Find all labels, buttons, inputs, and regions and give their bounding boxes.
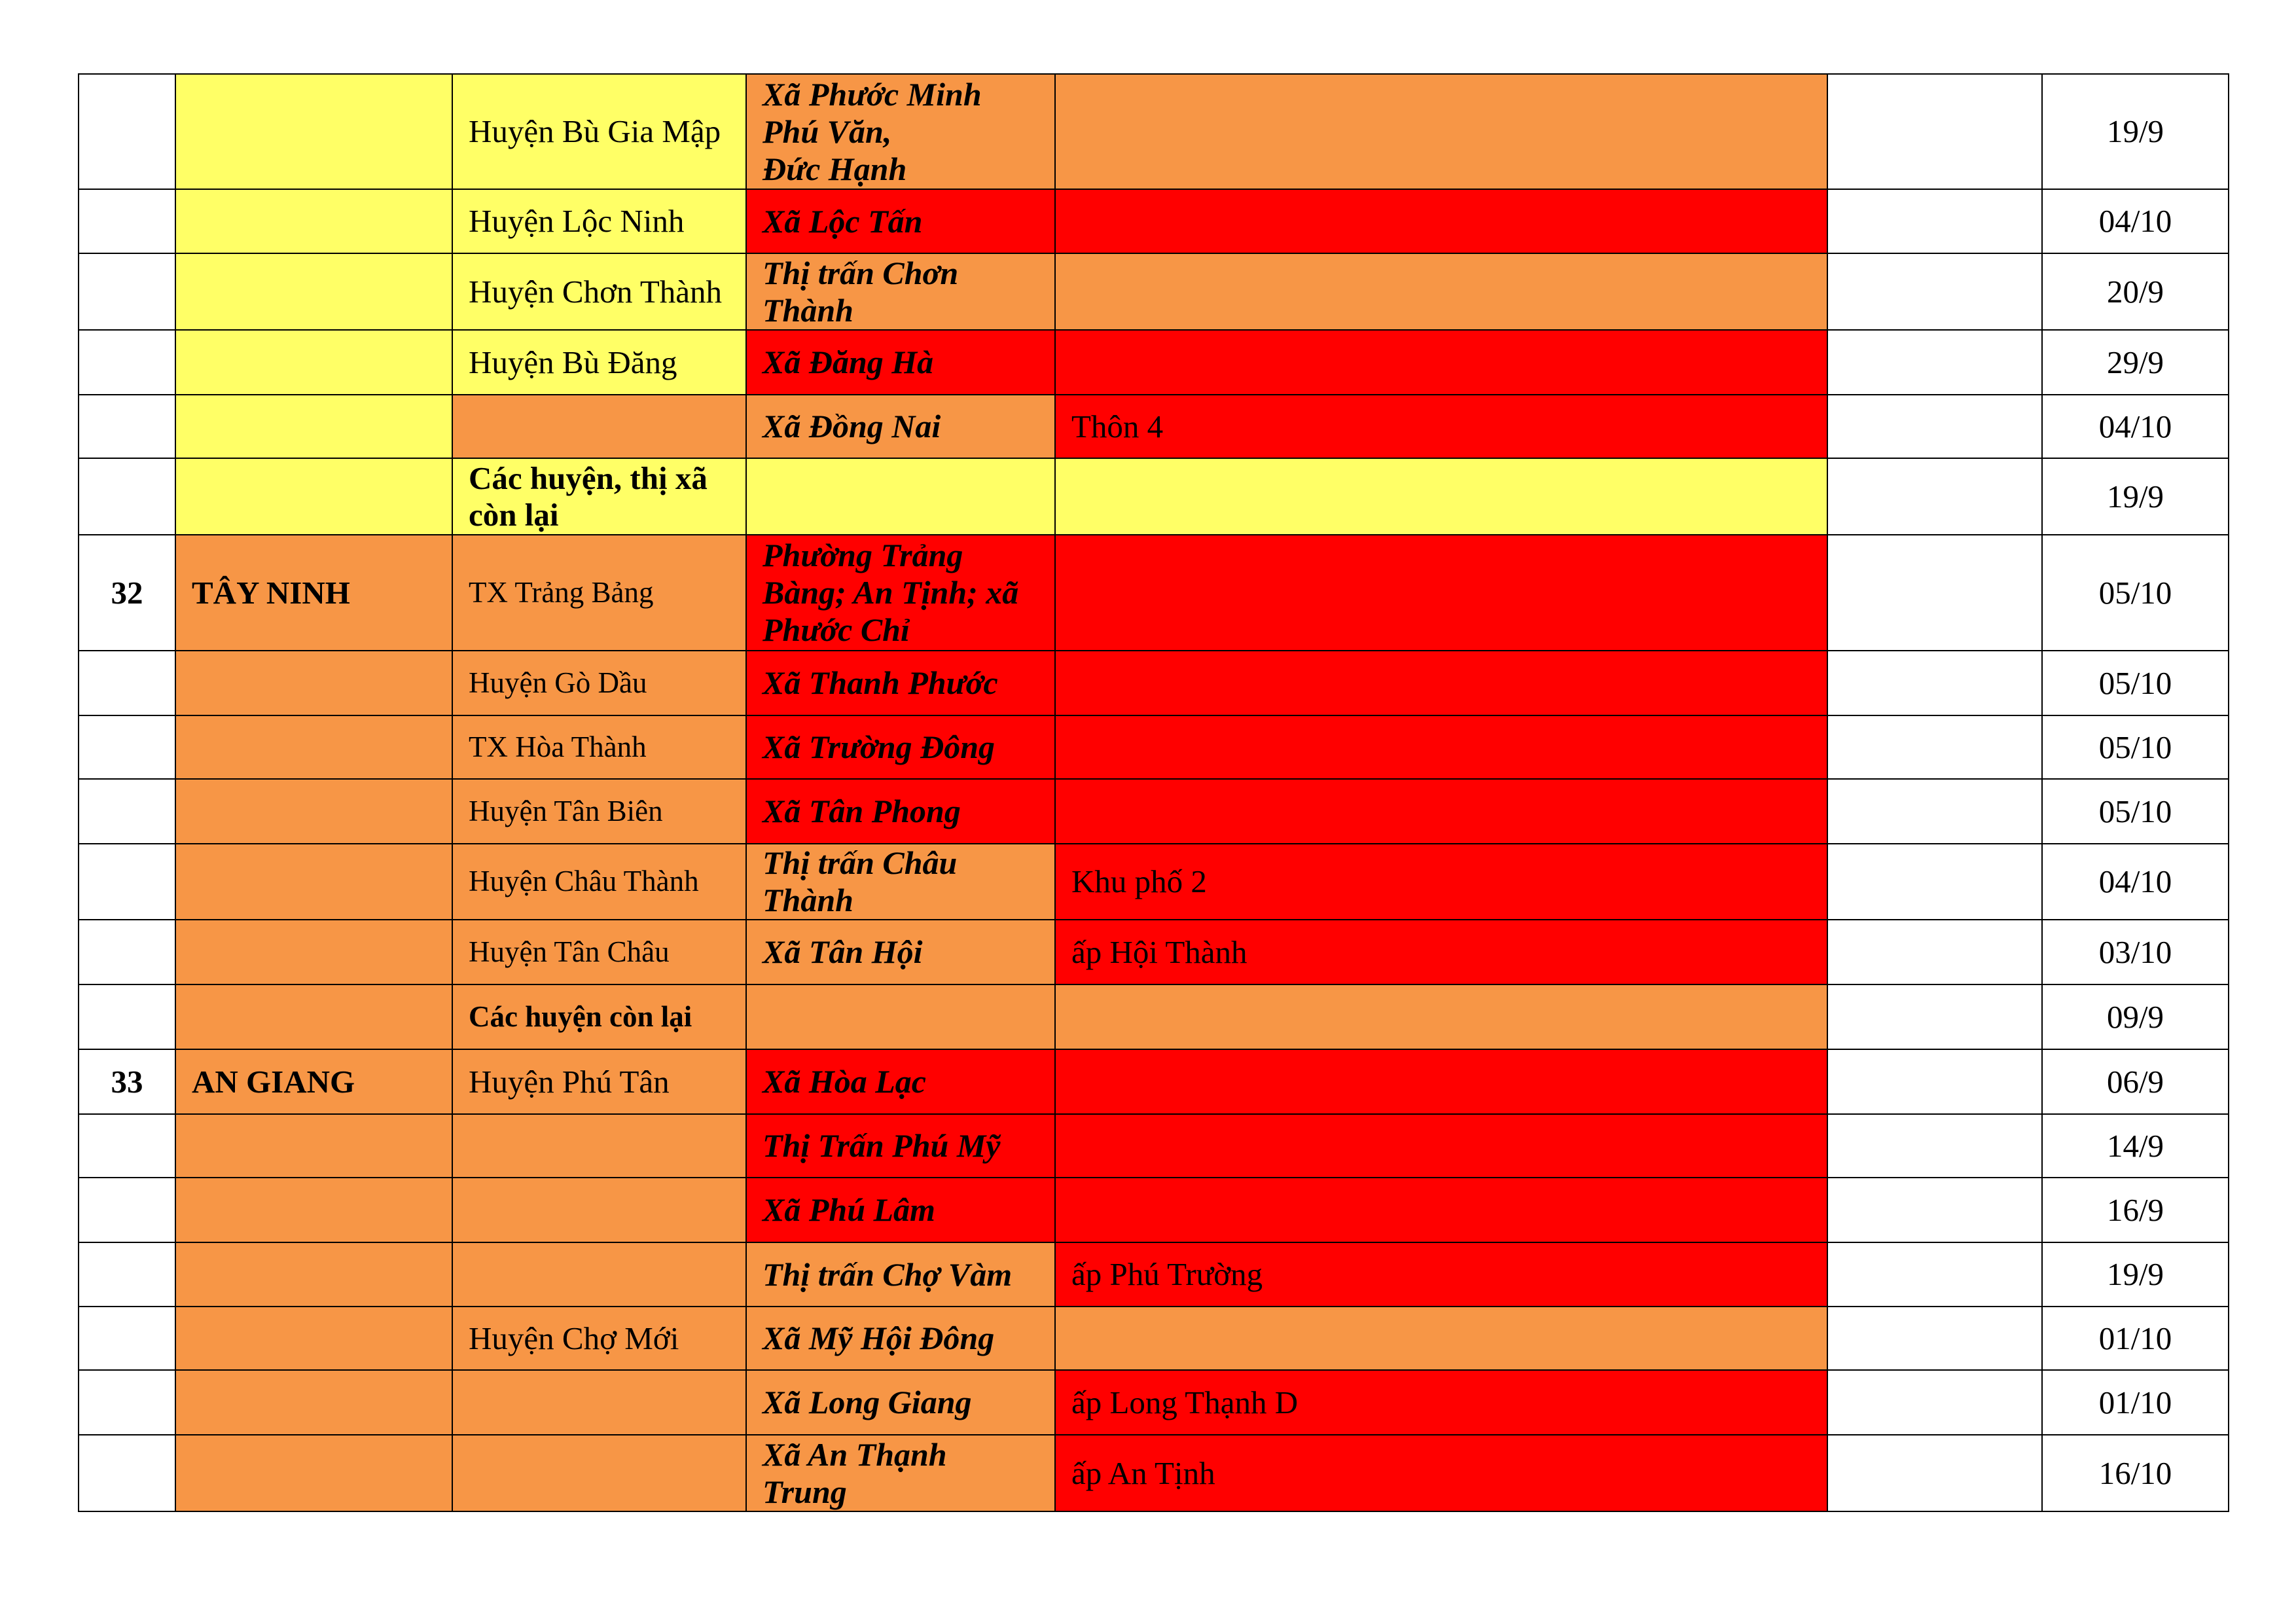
row-no-cell (79, 189, 175, 253)
date-cell: 04/10 (2042, 189, 2229, 253)
commune-cell: Xã Tân Phong (746, 779, 1055, 844)
table-row (79, 458, 2229, 535)
area-cell (1055, 984, 1827, 1049)
table-row (79, 715, 2229, 779)
district-cell: Các huyện, thị xã còn lại (452, 458, 746, 535)
table-row (79, 1049, 2229, 1114)
row-no-cell (79, 1242, 175, 1307)
blank-cell (1827, 1242, 2042, 1307)
district-cell (452, 395, 746, 458)
commune-cell: Xã Mỹ Hội Đông (746, 1307, 1055, 1370)
area-cell (1055, 253, 1827, 330)
district-cell (452, 1242, 746, 1307)
blank-cell (1827, 458, 2042, 535)
table-row (79, 1242, 2229, 1307)
blank-cell (1827, 535, 2042, 651)
commune-cell: Xã Phú Lâm (746, 1178, 1055, 1242)
area-cell: ấp An Tịnh (1055, 1435, 1827, 1511)
row-no-cell: 32 (79, 535, 175, 651)
commune-cell: Xã Phước Minh Phú Văn, Đức Hạnh (746, 74, 1055, 189)
district-cell (452, 1178, 746, 1242)
date-cell: 05/10 (2042, 779, 2229, 844)
area-cell: Thôn 4 (1055, 395, 1827, 458)
row-no-cell (79, 74, 175, 189)
table-row (79, 1370, 2229, 1435)
table-row (79, 984, 2229, 1049)
district-cell: Huyện Tân Biên (452, 779, 746, 844)
area-cell: Khu phố 2 (1055, 844, 1827, 920)
district-cell: Huyện Châu Thành (452, 844, 746, 920)
table-row (79, 779, 2229, 844)
row-no-cell (79, 1435, 175, 1511)
area-cell (1055, 715, 1827, 779)
table-row (79, 1435, 2229, 1511)
blank-cell (1827, 715, 2042, 779)
row-no-cell (79, 715, 175, 779)
province-cell (175, 458, 452, 535)
table-row (79, 395, 2229, 458)
blank-cell (1827, 920, 2042, 984)
commune-cell: Thị Trấn Phú Mỹ (746, 1114, 1055, 1178)
commune-cell: Xã Hòa Lạc (746, 1049, 1055, 1114)
commune-cell: Xã Đăng Hà (746, 330, 1055, 395)
date-cell: 19/9 (2042, 74, 2229, 189)
area-cell (1055, 1178, 1827, 1242)
province-cell (175, 330, 452, 395)
district-cell: Huyện Bù Đăng (452, 330, 746, 395)
province-cell: TÂY NINH (175, 535, 452, 651)
district-cell: Huyện Lộc Ninh (452, 189, 746, 253)
province-cell (175, 1435, 452, 1511)
province-cell (175, 1114, 452, 1178)
commune-cell: Phường Trảng Bàng; An Tịnh; xã Phước Chỉ (746, 535, 1055, 651)
date-cell: 05/10 (2042, 651, 2229, 715)
area-cell (1055, 330, 1827, 395)
blank-cell (1827, 74, 2042, 189)
area-cell: ấp Phú Trường (1055, 1242, 1827, 1307)
district-cell (452, 1114, 746, 1178)
commune-cell: Xã Tân Hội (746, 920, 1055, 984)
row-no-cell (79, 1370, 175, 1435)
district-cell (452, 1370, 746, 1435)
table-row (79, 1307, 2229, 1370)
blank-cell (1827, 330, 2042, 395)
blank-cell (1827, 1049, 2042, 1114)
date-cell: 14/9 (2042, 1114, 2229, 1178)
province-cell (175, 651, 452, 715)
table-row (79, 189, 2229, 253)
date-cell: 03/10 (2042, 920, 2229, 984)
date-cell: 01/10 (2042, 1307, 2229, 1370)
commune-cell: Xã Lộc Tấn (746, 189, 1055, 253)
row-no-cell (79, 253, 175, 330)
row-no-cell: 33 (79, 1049, 175, 1114)
commune-cell (746, 984, 1055, 1049)
area-cell (1055, 651, 1827, 715)
blank-cell (1827, 844, 2042, 920)
area-cell (1055, 779, 1827, 844)
commune-cell: Thị trấn Chơn Thành (746, 253, 1055, 330)
province-cell (175, 395, 452, 458)
blank-cell (1827, 1307, 2042, 1370)
district-cell (452, 1435, 746, 1511)
row-no-cell (79, 458, 175, 535)
row-no-cell (79, 920, 175, 984)
date-cell: 01/10 (2042, 1370, 2229, 1435)
district-cell: Huyện Bù Gia Mập (452, 74, 746, 189)
district-cell: Huyện Chợ Mới (452, 1307, 746, 1370)
table-row (79, 651, 2229, 715)
row-no-cell (79, 984, 175, 1049)
district-cell: Huyện Tân Châu (452, 920, 746, 984)
province-cell (175, 1178, 452, 1242)
district-cell: Huyện Chơn Thành (452, 253, 746, 330)
date-cell: 06/9 (2042, 1049, 2229, 1114)
table-row (79, 1178, 2229, 1242)
commune-cell: Xã Thanh Phước (746, 651, 1055, 715)
blank-cell (1827, 1114, 2042, 1178)
table-row (79, 74, 2229, 189)
province-cell (175, 1242, 452, 1307)
row-no-cell (79, 1178, 175, 1242)
district-cell: Huyện Gò Dầu (452, 651, 746, 715)
area-cell (1055, 74, 1827, 189)
date-cell: 05/10 (2042, 715, 2229, 779)
table-row (79, 844, 2229, 920)
date-cell: 19/9 (2042, 458, 2229, 535)
date-cell: 04/10 (2042, 395, 2229, 458)
commune-cell: Xã Long Giang (746, 1370, 1055, 1435)
district-cell: TX Hòa Thành (452, 715, 746, 779)
district-cell: TX Trảng Bảng (452, 535, 746, 651)
table-row (79, 920, 2229, 984)
area-cell (1055, 535, 1827, 651)
commune-cell (746, 458, 1055, 535)
date-cell: 05/10 (2042, 535, 2229, 651)
blank-cell (1827, 779, 2042, 844)
district-cell: Huyện Phú Tân (452, 1049, 746, 1114)
province-cell (175, 715, 452, 779)
province-cell (175, 779, 452, 844)
date-cell: 09/9 (2042, 984, 2229, 1049)
blank-cell (1827, 984, 2042, 1049)
commune-cell: Thị trấn Chợ Vàm (746, 1242, 1055, 1307)
province-cell (175, 844, 452, 920)
province-cell (175, 1307, 452, 1370)
commune-cell: Xã Đồng Nai (746, 395, 1055, 458)
blank-cell (1827, 651, 2042, 715)
area-cell (1055, 1114, 1827, 1178)
row-no-cell (79, 1307, 175, 1370)
commune-cell: Thị trấn Châu Thành (746, 844, 1055, 920)
blank-cell (1827, 1178, 2042, 1242)
area-cell: ấp Long Thạnh D (1055, 1370, 1827, 1435)
date-cell: 29/9 (2042, 330, 2229, 395)
blank-cell (1827, 1435, 2042, 1511)
blank-cell (1827, 253, 2042, 330)
province-cell (175, 189, 452, 253)
province-cell (175, 253, 452, 330)
area-cell (1055, 1307, 1827, 1370)
commune-cell: Xã An Thạnh Trung (746, 1435, 1055, 1511)
table-row (79, 330, 2229, 395)
row-no-cell (79, 330, 175, 395)
date-cell: 16/10 (2042, 1435, 2229, 1511)
commune-cell: Xã Trường Đông (746, 715, 1055, 779)
district-cell: Các huyện còn lại (452, 984, 746, 1049)
table-row (79, 253, 2229, 330)
date-cell: 16/9 (2042, 1178, 2229, 1242)
row-no-cell (79, 844, 175, 920)
province-cell (175, 1370, 452, 1435)
row-no-cell (79, 395, 175, 458)
area-cell (1055, 189, 1827, 253)
table-row (79, 1114, 2229, 1178)
row-no-cell (79, 651, 175, 715)
province-cell (175, 920, 452, 984)
row-no-cell (79, 779, 175, 844)
area-cell (1055, 1049, 1827, 1114)
row-no-cell (79, 1114, 175, 1178)
date-cell: 04/10 (2042, 844, 2229, 920)
area-cell: ấp Hội Thành (1055, 920, 1827, 984)
blank-cell (1827, 1370, 2042, 1435)
table-row (79, 535, 2229, 651)
province-cell: AN GIANG (175, 1049, 452, 1114)
data-table (78, 73, 2229, 1512)
province-cell (175, 74, 452, 189)
date-cell: 20/9 (2042, 253, 2229, 330)
province-cell (175, 984, 452, 1049)
date-cell: 19/9 (2042, 1242, 2229, 1307)
area-cell (1055, 458, 1827, 535)
blank-cell (1827, 189, 2042, 253)
blank-cell (1827, 395, 2042, 458)
